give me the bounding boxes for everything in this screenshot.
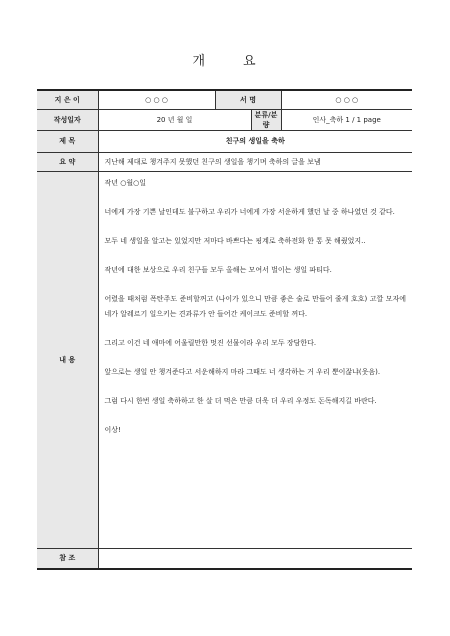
overview-form xyxy=(37,89,412,570)
signature-value: ○ ○ ○ xyxy=(281,90,412,109)
subject-value: 친구의 생일을 축하 xyxy=(98,130,412,152)
content-paragraph: 그리고 이건 네 애마에 어울릴만한 멋진 선물이라 우리 모두 장담한다. xyxy=(104,338,317,347)
content-paragraph: 그럼 다시 한번 생일 축하하고 한 살 더 먹은 만큼 더욱 더 우리 우정도 돈독해지길 바란다. xyxy=(104,396,377,405)
title-char-2: 요 xyxy=(243,54,258,69)
content-paragraph-date: 작년 ○월○일 xyxy=(104,178,146,187)
summary-value: 지난해 제대로 챙겨주지 못했던 친구의 생일을 챙기며 축하의 글을 보냄 xyxy=(98,152,412,171)
title-char-1: 개 xyxy=(192,54,207,69)
date-label: 작성일자 xyxy=(37,109,98,130)
writer-value: ○ ○ ○ xyxy=(98,90,215,109)
summary-label: 요 약 xyxy=(37,152,98,171)
document-title xyxy=(0,50,450,69)
content-paragraph: 어렸을 때처럼 폭탄주도 준비할꺼고 (나이가 있으니 만큼 좋은 술로 만들어 줄게 호호) 고깔 모자에 네가 알레르기 일으키는 견과류가 안 들어간 케이크도 준비할 꺼다. xyxy=(104,294,406,318)
writer-label: 지 은 이 xyxy=(37,90,98,109)
category-label: 분류/분량 xyxy=(251,109,281,130)
signature-label: 서 명 xyxy=(215,90,281,109)
reference-label: 참 조 xyxy=(37,548,98,569)
content-paragraph: 모두 네 생일을 알고는 있었지만 저마다 바쁘다는 핑계로 축하전화 한 통 못 해줬었지.. xyxy=(104,236,366,245)
content-paragraph: 앞으로는 생일 안 챙겨준다고 서운해하지 마라 그때도 너 생각하는 거 우리 뿐이잖냐(웃음). xyxy=(104,367,381,376)
reference-value xyxy=(98,548,412,569)
category-value: 인사_축하 1 / 1 page xyxy=(281,109,412,130)
content-paragraph: 작년에 대한 보상으로 우리 친구들 모두 올해는 모여서 벌이는 생일 파티다. xyxy=(104,265,332,274)
subject-label: 제 목 xyxy=(37,130,98,152)
content-label: 내 용 xyxy=(37,171,98,548)
date-value: 20 년 월 일 xyxy=(98,109,251,130)
content-paragraph-closing: 이상! xyxy=(104,425,121,434)
content-paragraph: 너에게 가장 기쁜 날인데도 불구하고 우리가 너에게 가장 서운하게 했던 날 중 하나였던 것 같다. xyxy=(104,207,395,216)
content-body xyxy=(98,171,412,548)
